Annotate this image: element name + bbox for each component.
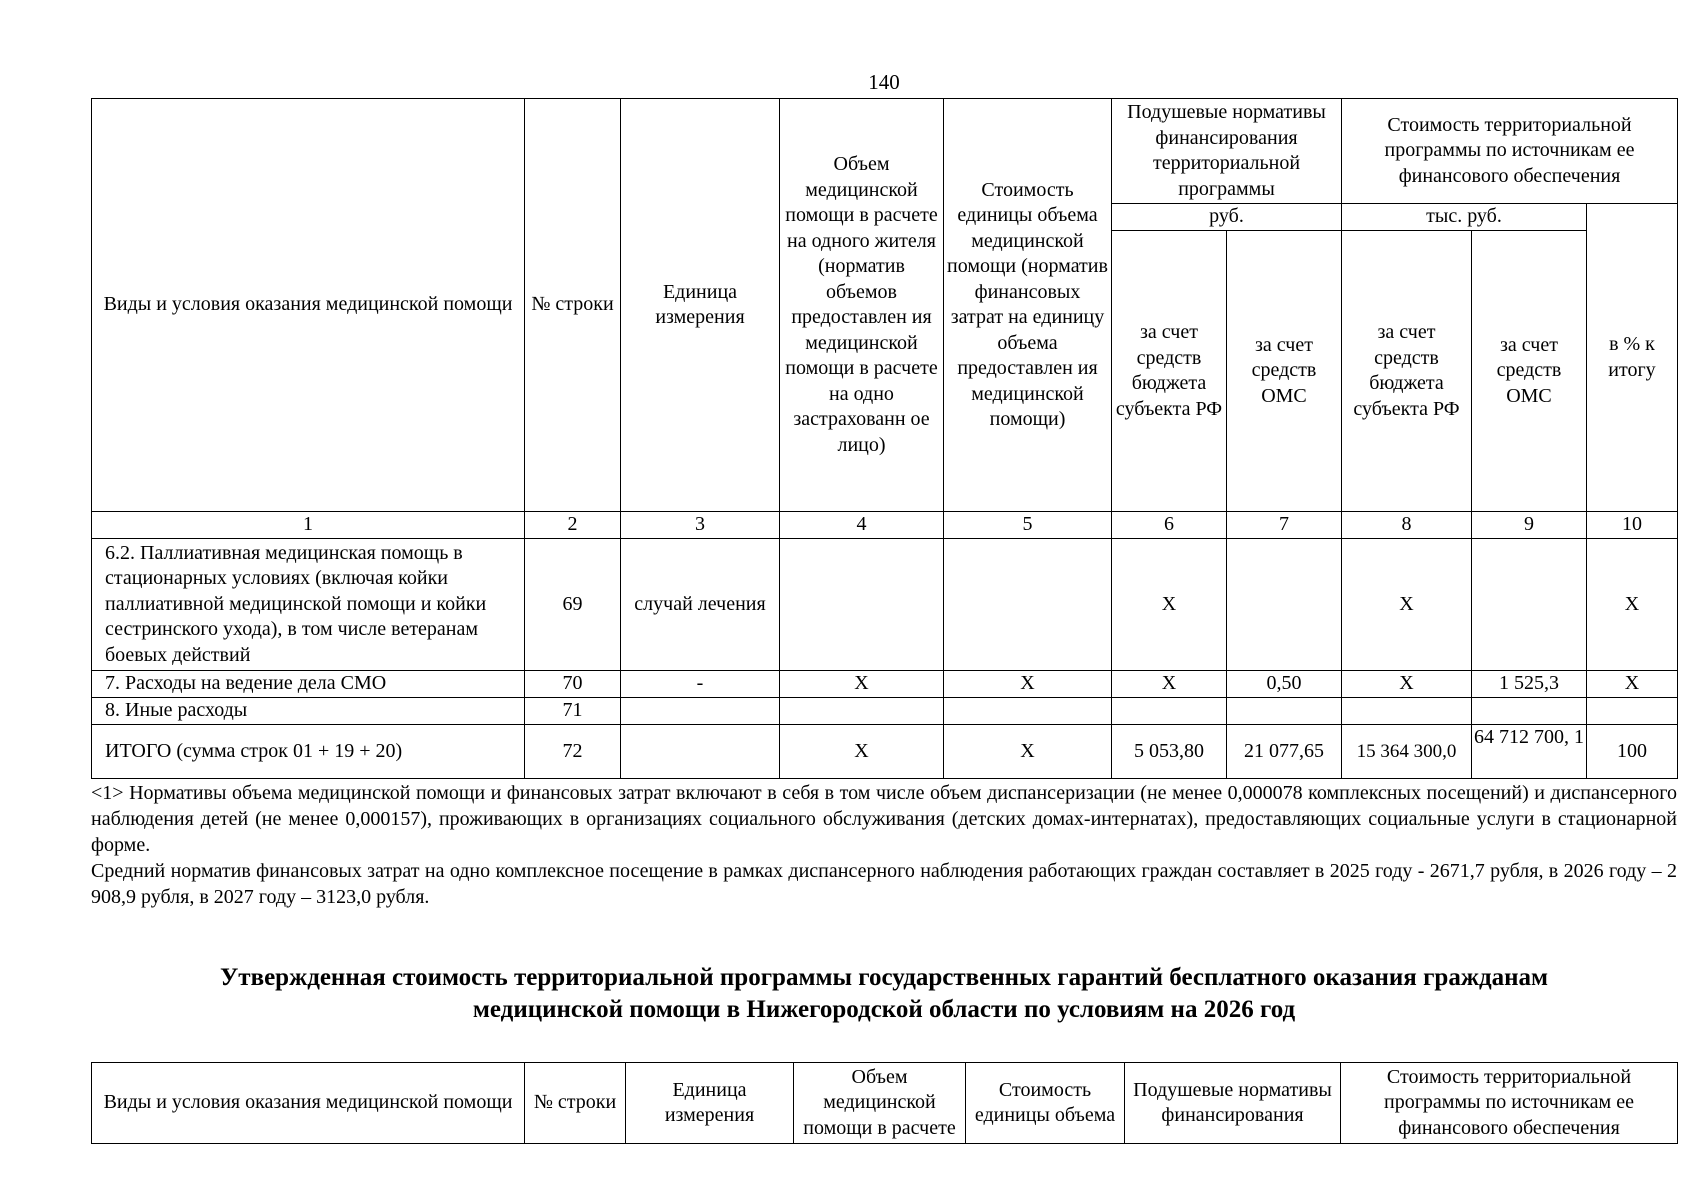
page-number: 140	[868, 70, 900, 94]
header-per-capita: Подушевые нормативы финансирования территориальной программы	[1112, 99, 1342, 204]
row-budget-thous	[1342, 698, 1472, 725]
row-budget-thous: X	[1342, 539, 1472, 671]
column-numbers-row	[92, 512, 1678, 539]
header-unit-cost: Стоимость единицы объема медицинской помощи (норматив финансовых затрат на единицу объема предоставлен ия медицинской помощи)	[944, 99, 1112, 512]
column-number: 5	[944, 512, 1112, 539]
row-oms-rub: 0,50	[1227, 671, 1342, 698]
column-number: 6	[1112, 512, 1227, 539]
table-row	[92, 698, 1678, 725]
row-unit-cost: X	[944, 725, 1112, 779]
row-oms-thous	[1472, 698, 1587, 725]
section-title	[91, 962, 1677, 1026]
row-percent: 100	[1587, 725, 1678, 779]
t2-header-volume: Объем медицинской помощи в расчете	[794, 1063, 966, 1144]
row-budget-thous: 15 364 300,0	[1342, 725, 1472, 779]
row-budget-rub: X	[1112, 671, 1227, 698]
row-unit	[621, 725, 780, 779]
t2-header-per-capita: Подушевые нормативы финансирования	[1125, 1063, 1341, 1144]
header-program-cost: Стоимость территориальной программы по источникам ее финансового обеспечения	[1342, 99, 1678, 204]
header-unit: Единица измерения	[621, 99, 780, 512]
section-title-line1: Утвержденная стоимость территориальной программы государственных гарантий бесплатного оказания гражданам	[219, 964, 1549, 991]
row-oms-thous	[1472, 539, 1587, 671]
row-oms-thous: 1 525,3	[1472, 671, 1587, 698]
row-volume	[780, 539, 944, 671]
table-row	[92, 539, 1678, 671]
t2-header-program-cost: Стоимость территориальной программы по источникам ее финансового обеспечения	[1341, 1063, 1678, 1144]
header-unit-rub: руб.	[1112, 204, 1342, 231]
header-volume: Объем медицинской помощи в расчете на одного жителя (норматив объемов предоставлен ия медицинской помощи в расчете на одно застрахованн ое лицо)	[780, 99, 944, 512]
row-oms-rub	[1227, 698, 1342, 725]
main-table	[91, 98, 1678, 779]
row-volume: X	[780, 725, 944, 779]
row-volume	[780, 698, 944, 725]
header-oms-thous: за счет средств ОМС	[1472, 231, 1587, 512]
row-oms-thous: 64 712 700, 1	[1472, 725, 1587, 779]
column-number: 2	[525, 512, 621, 539]
row-name: 6.2. Паллиативная медицинская помощь в стационарных условиях (включая койки паллиативной медицинской помощи и койки сестринского ухода), в том числе ветеранам боевых действий	[92, 539, 525, 671]
table-row	[92, 671, 1678, 698]
row-unit-cost	[944, 539, 1112, 671]
row-name: ИТОГО (сумма строк 01 + 19 + 20)	[92, 725, 525, 779]
row-percent	[1587, 698, 1678, 725]
section-title-line2: медицинской помощи в Нижегородской области по условиям на 2026 год	[472, 996, 1296, 1023]
header-kind: Виды и условия оказания медицинской помощи	[92, 99, 525, 512]
row-unit-cost: X	[944, 671, 1112, 698]
row-volume: X	[780, 671, 944, 698]
row-budget-thous: X	[1342, 671, 1472, 698]
t2-header-unit-cost: Стоимость единицы объема	[966, 1063, 1125, 1144]
footnote-2: Средний норматив финансовых затрат на одно комплексное посещение в рамках диспансерного наблюдения работающих граждан составляет в 2025 году - 2671,7 рубля, в 2026 году – 2 908,9 рубля, в 2027 году – 3123,0 рубля.	[91, 860, 1677, 909]
column-number: 3	[621, 512, 780, 539]
row-budget-rub	[1112, 698, 1227, 725]
column-number: 10	[1587, 512, 1678, 539]
t2-header-unit: Единица измерения	[626, 1063, 794, 1144]
row-number: 71	[525, 698, 621, 725]
column-number: 4	[780, 512, 944, 539]
t2-header-kind: Виды и условия оказания медицинской помощи	[92, 1063, 525, 1144]
row-oms-rub	[1227, 539, 1342, 671]
header-unit-thous-rub: тыс. руб.	[1342, 204, 1587, 231]
header-oms-rub: за счет средств ОМС	[1227, 231, 1342, 512]
row-number: 72	[525, 725, 621, 779]
row-number: 70	[525, 671, 621, 698]
second-table	[91, 1062, 1678, 1144]
header-budget-thous: за счет средств бюджета субъекта РФ	[1342, 231, 1472, 512]
table-row-total	[92, 725, 1678, 779]
header-row-number: № строки	[525, 99, 621, 512]
header-budget-rub: за счет средств бюджета субъекта РФ	[1112, 231, 1227, 512]
row-percent: X	[1587, 539, 1678, 671]
column-number: 7	[1227, 512, 1342, 539]
row-budget-rub: X	[1112, 539, 1227, 671]
row-unit: -	[621, 671, 780, 698]
row-name: 8. Иные расходы	[92, 698, 525, 725]
footnote-1: <1> Нормативы объема медицинской помощи и финансовых затрат включают в себя в том числе объем диспансеризации (не менее 0,000078 комплексных посещений) и диспансерного наблюдения детей (не менее 0,000157), проживающих в организациях социального обслуживания (детских домах-интернатах), предоставляющих социальные услуги в стационарной форме.	[91, 782, 1677, 857]
column-number: 1	[92, 512, 525, 539]
row-unit: случай лечения	[621, 539, 780, 671]
row-number: 69	[525, 539, 621, 671]
row-unit-cost	[944, 698, 1112, 725]
header-percent: в % к итогу	[1587, 204, 1678, 512]
row-budget-rub: 5 053,80	[1112, 725, 1227, 779]
row-percent: X	[1587, 671, 1678, 698]
t2-header-row-number: № строки	[525, 1063, 626, 1144]
row-oms-rub: 21 077,65	[1227, 725, 1342, 779]
column-number: 9	[1472, 512, 1587, 539]
row-name: 7. Расходы на ведение дела СМО	[92, 671, 525, 698]
column-number: 8	[1342, 512, 1472, 539]
row-unit	[621, 698, 780, 725]
